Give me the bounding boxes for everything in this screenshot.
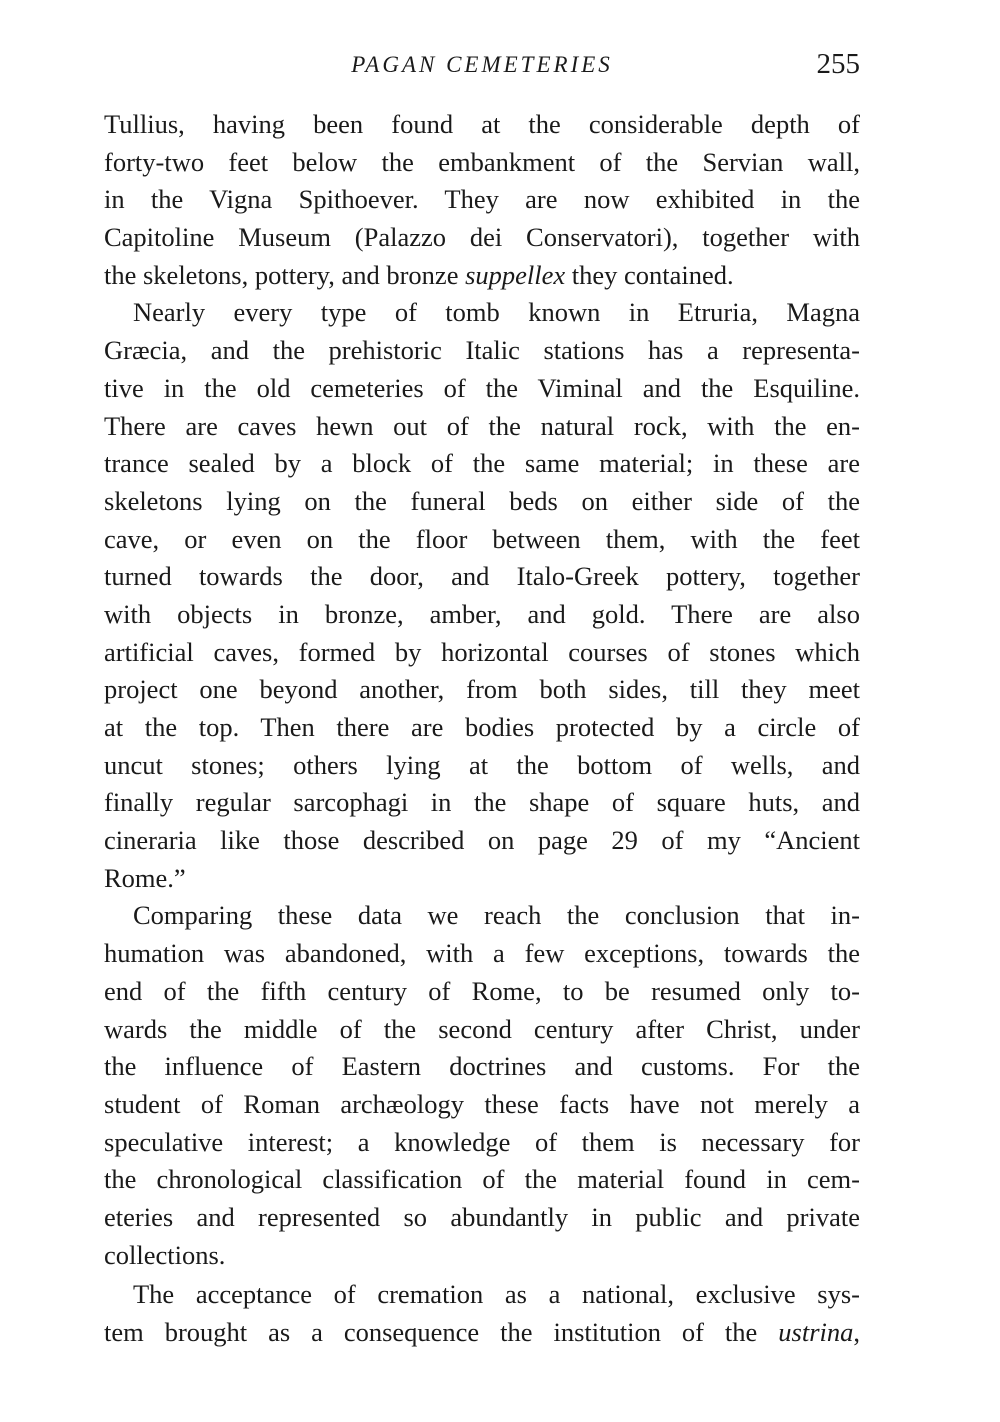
text-line: tive in the old cemeteries of the Viminal and the Esquiline. [104, 372, 860, 403]
text-line: Græcia, and the prehistoric Italic stations has a representa- [104, 335, 860, 366]
text-line: There are caves hewn out of the natural rock, with the en- [104, 410, 860, 441]
text-line: student of Roman archæology these facts have not merely a [104, 1088, 860, 1119]
text-line: the skeletons, pottery, and bronze suppellex they contained. [104, 259, 734, 290]
italic-term: suppellex [465, 259, 566, 290]
text-line: Tullius, having been found at the considerable depth of [104, 109, 860, 139]
text-line: the influence of Eastern doctrines and customs. For the [104, 1051, 860, 1082]
running-title: PAGAN CEMETERIES [351, 52, 613, 77]
text-line: with objects in bronze, amber, and gold. There are also [104, 598, 860, 629]
text-line: wards the middle of the second century after Christ, under [104, 1013, 860, 1044]
text-line: trance sealed by a block of the same material; in these are [104, 448, 860, 479]
text-line: Capitoline Museum (Palazzo dei Conservatori), together with [104, 222, 860, 253]
text-line: Rome.” [104, 862, 186, 893]
page-number: 255 [816, 48, 860, 80]
text-line: project one beyond another, from both sides, till they meet [104, 674, 860, 705]
text-line: eteries and represented so abundantly in public and private [104, 1201, 860, 1232]
body-text [104, 106, 860, 1352]
text-line: turned towards the door, and Italo-Greek pottery, together [104, 561, 860, 592]
text-line: end of the fifth century of Rome, to be resumed only to- [104, 975, 860, 1006]
text-line: forty-two feet below the embankment of the Servian wall, [104, 146, 860, 177]
text-line: the chronological classification of the material found in cem- [104, 1164, 860, 1195]
text-line: skeletons lying on the funeral beds on either side of the [104, 485, 860, 516]
text-line: humation was abandoned, with a few exceptions, towards the [104, 938, 860, 969]
italic-term: ustrina [778, 1317, 854, 1347]
text-line: at the top. Then there are bodies protected by a circle of [104, 712, 860, 742]
text-line: in the Vigna Spithoever. They are now exhibited in the [104, 184, 860, 215]
text-line: artificial caves, formed by horizontal courses of stones which [104, 636, 860, 667]
text-line: finally regular sarcophagi in the shape of square huts, and [104, 787, 860, 818]
text-line: cineraria like those described on page 29 of my “Ancient [104, 825, 860, 856]
text-line: tem brought as a consequence the institution of the ustrina, [104, 1317, 860, 1347]
paragraph-first-line: Nearly every type of tomb known in Etruria, Magna [133, 297, 860, 328]
text-line: collections. [104, 1239, 226, 1270]
page-header [104, 48, 860, 92]
paragraph-first-line: Comparing these data we reach the conclusion that in- [133, 900, 860, 931]
text-line: uncut stones; others lying at the bottom of wells, and [104, 749, 860, 780]
text-line: cave, or even on the floor between them, with the feet [104, 523, 860, 554]
text-line: speculative interest; a knowledge of them is necessary for [104, 1126, 860, 1157]
paragraph-first-line: The acceptance of cremation as a national, exclusive sys- [133, 1279, 860, 1310]
